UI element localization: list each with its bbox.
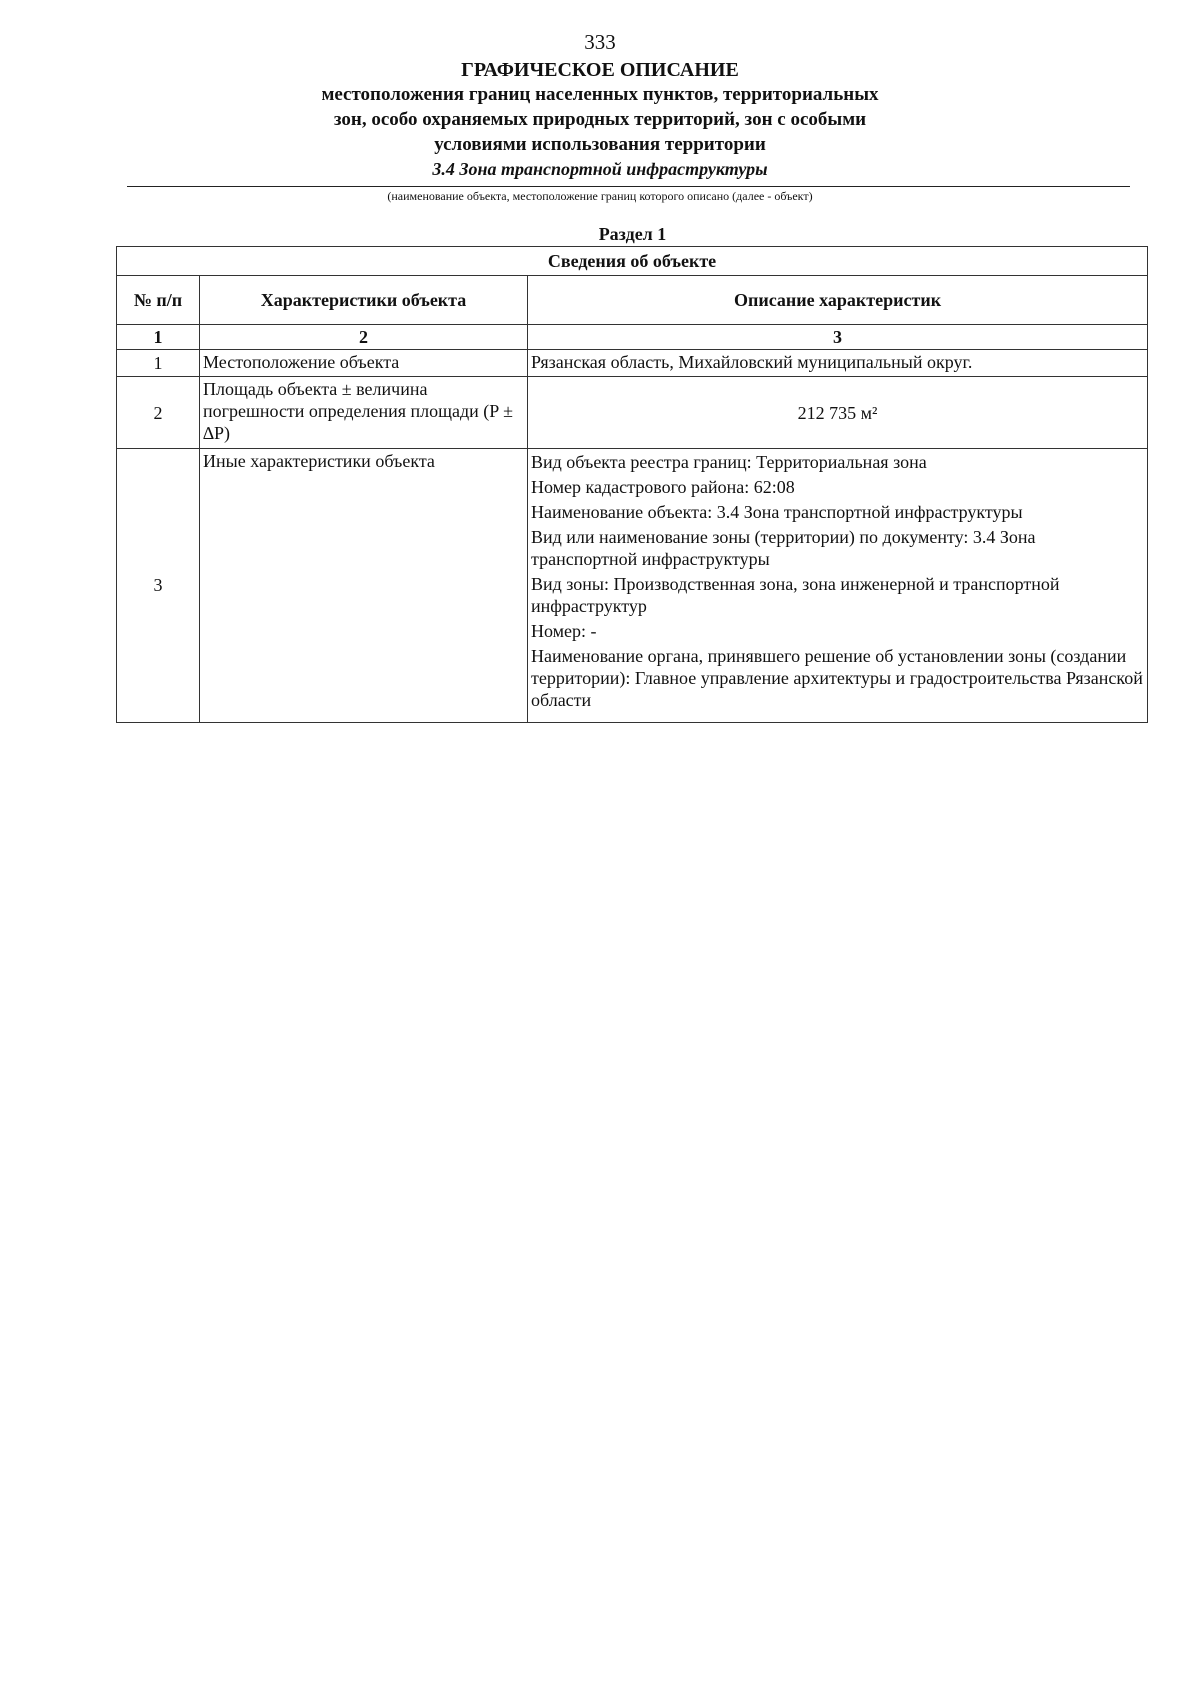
description-line: Номер кадастрового района: 62:08 [531, 477, 795, 497]
table-caption-row [117, 247, 1148, 276]
table-row [117, 449, 1148, 723]
table-index-row [117, 325, 1148, 350]
row-description: 212 735 м² [528, 377, 1148, 449]
section-title: Раздел 1 [598, 224, 667, 244]
row-characteristic: Площадь объекта ± величина погрешности определения площади (P ± ∆P) [200, 377, 528, 449]
row-description [528, 449, 1148, 723]
object-info-table [116, 246, 1148, 723]
row-characteristic: Местоположение объекта [200, 350, 528, 377]
table-row [117, 377, 1148, 449]
column-header-description: Описание характеристик [528, 276, 1148, 325]
document-subtitle-line-1: местоположения границ населенных пунктов, территориальных [321, 84, 879, 105]
row-number: 3 [117, 449, 200, 723]
document-subtitle-line-2: зон, особо охраняемых природных территорий, зон с особыми [333, 109, 867, 130]
description-line: Наименование объекта: 3.4 Зона транспортной инфраструктуры [531, 502, 1023, 522]
object-name: 3.4 Зона транспортной инфраструктуры [432, 159, 768, 179]
row-characteristic: Иные характеристики объекта [200, 449, 528, 723]
column-header-characteristic: Характеристики объекта [200, 276, 528, 325]
column-index-2: 2 [200, 325, 528, 350]
page-number: 333 [584, 30, 616, 54]
column-index-1: 1 [117, 325, 200, 350]
description-line: Вид объекта реестра границ: Территориальная зона [531, 452, 927, 472]
table-caption: Сведения об объекте [117, 247, 1148, 276]
description-line: Номер: - [531, 621, 597, 641]
description-line: Вид зоны: Производственная зона, зона инженерной и транспортной инфраструктур [531, 574, 1060, 616]
document-title: ГРАФИЧЕСКОЕ ОПИСАНИЕ [461, 59, 739, 81]
object-name-underline [127, 186, 1130, 187]
description-line: Наименование органа, принявшего решение об установлении зоны (создании территории): Главное управление архитектуры и градостроительства Рязанской области [531, 646, 1143, 710]
column-header-num: № п/п [117, 276, 200, 325]
description-line: Вид или наименование зоны (территории) по документу: 3.4 Зона транспортной инфраструктуры [531, 527, 1036, 569]
row-description: Рязанская область, Михайловский муниципальный округ. [528, 350, 1148, 377]
document-subtitle-line-3: условиями использования территории [434, 134, 766, 155]
document-header [0, 58, 1200, 181]
object-caption: (наименование объекта, местоположение границ которого описано (далее - объект) [387, 189, 813, 203]
table-row [117, 350, 1148, 377]
table-header-row [117, 276, 1148, 325]
column-index-3: 3 [528, 325, 1148, 350]
description-list [531, 450, 1144, 711]
row-number: 2 [117, 377, 200, 449]
row-number: 1 [117, 350, 200, 377]
